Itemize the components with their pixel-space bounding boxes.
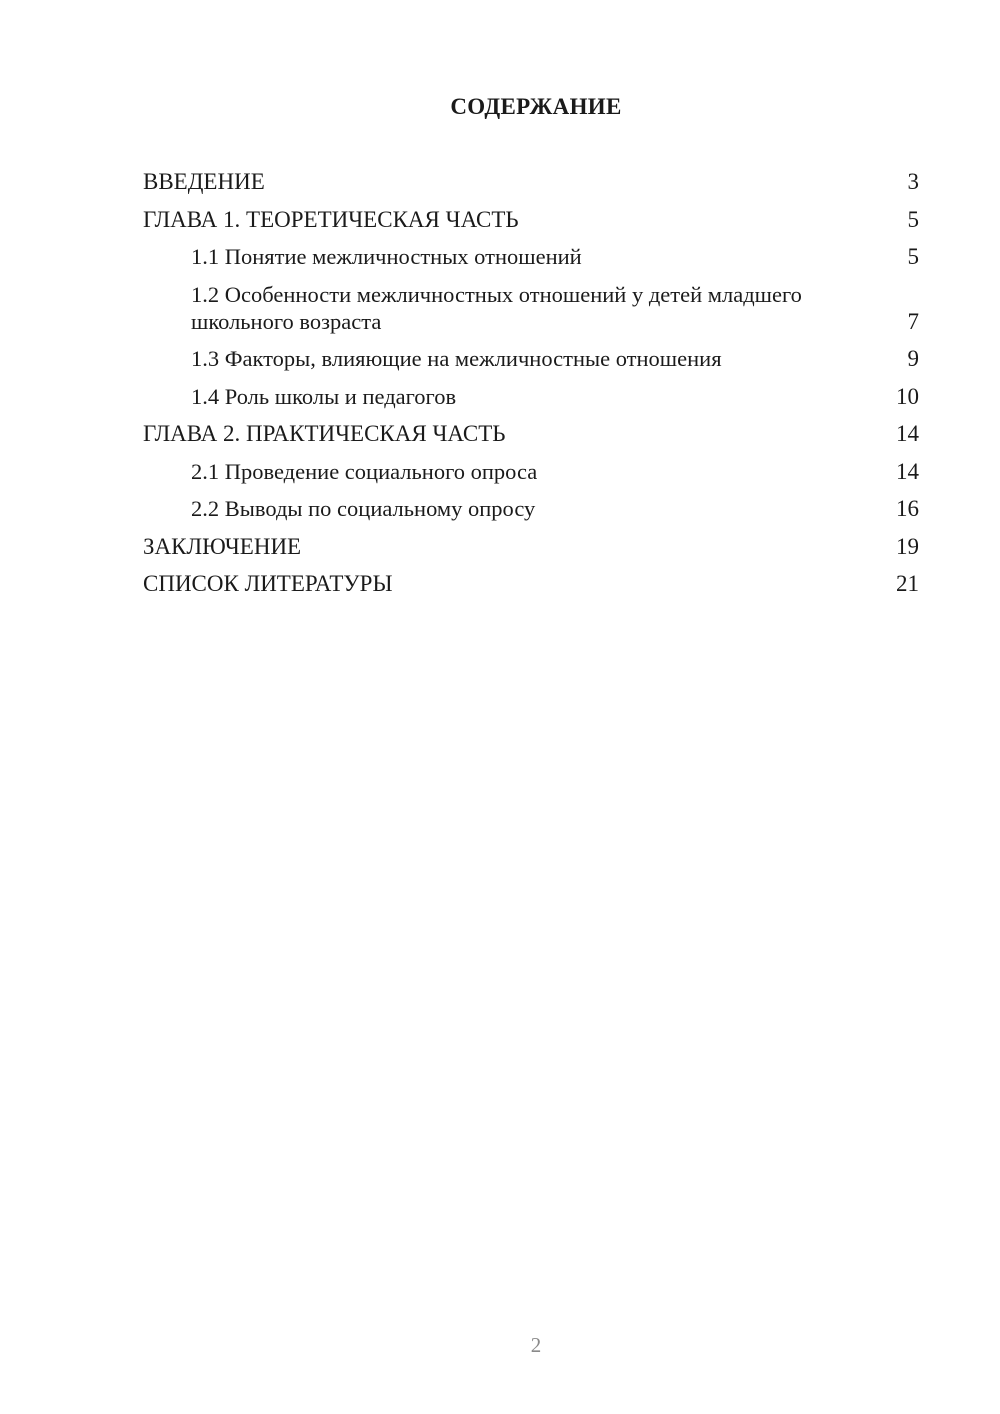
toc-entry-page: 14 [896,421,919,446]
toc-entry-section-1-3[interactable] [143,345,919,372]
toc-entry-references[interactable] [143,570,919,597]
toc-entry-label: ГЛАВА 1. ТЕОРЕТИЧЕСКАЯ ЧАСТЬ [143,206,519,232]
page-title: СОДЕРЖАНИЕ [450,94,622,119]
toc-entry-section-1-4[interactable] [143,383,919,410]
toc-entry-label: 1.4 Роль школы и педагогов [191,383,457,409]
toc-entry-label: ГЛАВА 2. ПРАКТИЧЕСКАЯ ЧАСТЬ [143,421,506,446]
toc-entry-section-1-2[interactable] [143,281,919,335]
toc-entry-page: 3 [907,169,919,194]
toc-entry-page: 16 [896,496,919,521]
toc-entry-section-2-2[interactable] [143,495,919,522]
toc-entry-page: 5 [907,244,919,269]
toc-entry-page: 7 [907,308,919,334]
toc-entry-page: 10 [896,383,919,409]
toc-entry-label: 2.2 Выводы по социальному опросу [191,496,536,521]
toc-entry-section-2-1[interactable] [143,458,919,485]
footer-page-number: 2 [530,1333,542,1357]
toc-entry-page: 5 [907,206,919,232]
toc-entry-label: ЗАКЛЮЧЕНИЕ [143,533,302,559]
toc-entry-label: 1.3 Факторы, влияющие на межличностные отношения [191,346,722,371]
toc-entry-page: 9 [907,346,919,371]
toc-entry-label: 1.1 Понятие межличностных отношений [191,244,582,269]
toc-entry-section-1-1[interactable] [143,243,919,270]
toc-entry-label: СПИСОК ЛИТЕРАТУРЫ [143,571,393,596]
toc-entry-label: 1.2 Особенности межличностных отношений у детей младшего школьного возраста [191,281,802,334]
toc-entry-introduction[interactable] [143,168,919,195]
toc-entry-chapter-2[interactable] [143,420,919,447]
toc-entry-label: ВВЕДЕНИЕ [143,169,265,194]
toc-entry-conclusion[interactable] [143,533,919,560]
toc-entry-chapter-1[interactable] [143,206,919,233]
toc-entry-page: 21 [896,571,919,596]
toc-entry-page: 19 [896,533,919,559]
table-of-contents [143,168,919,608]
toc-entry-page: 14 [896,458,919,484]
toc-entry-label: 2.1 Проведение социального опроса [191,458,538,484]
